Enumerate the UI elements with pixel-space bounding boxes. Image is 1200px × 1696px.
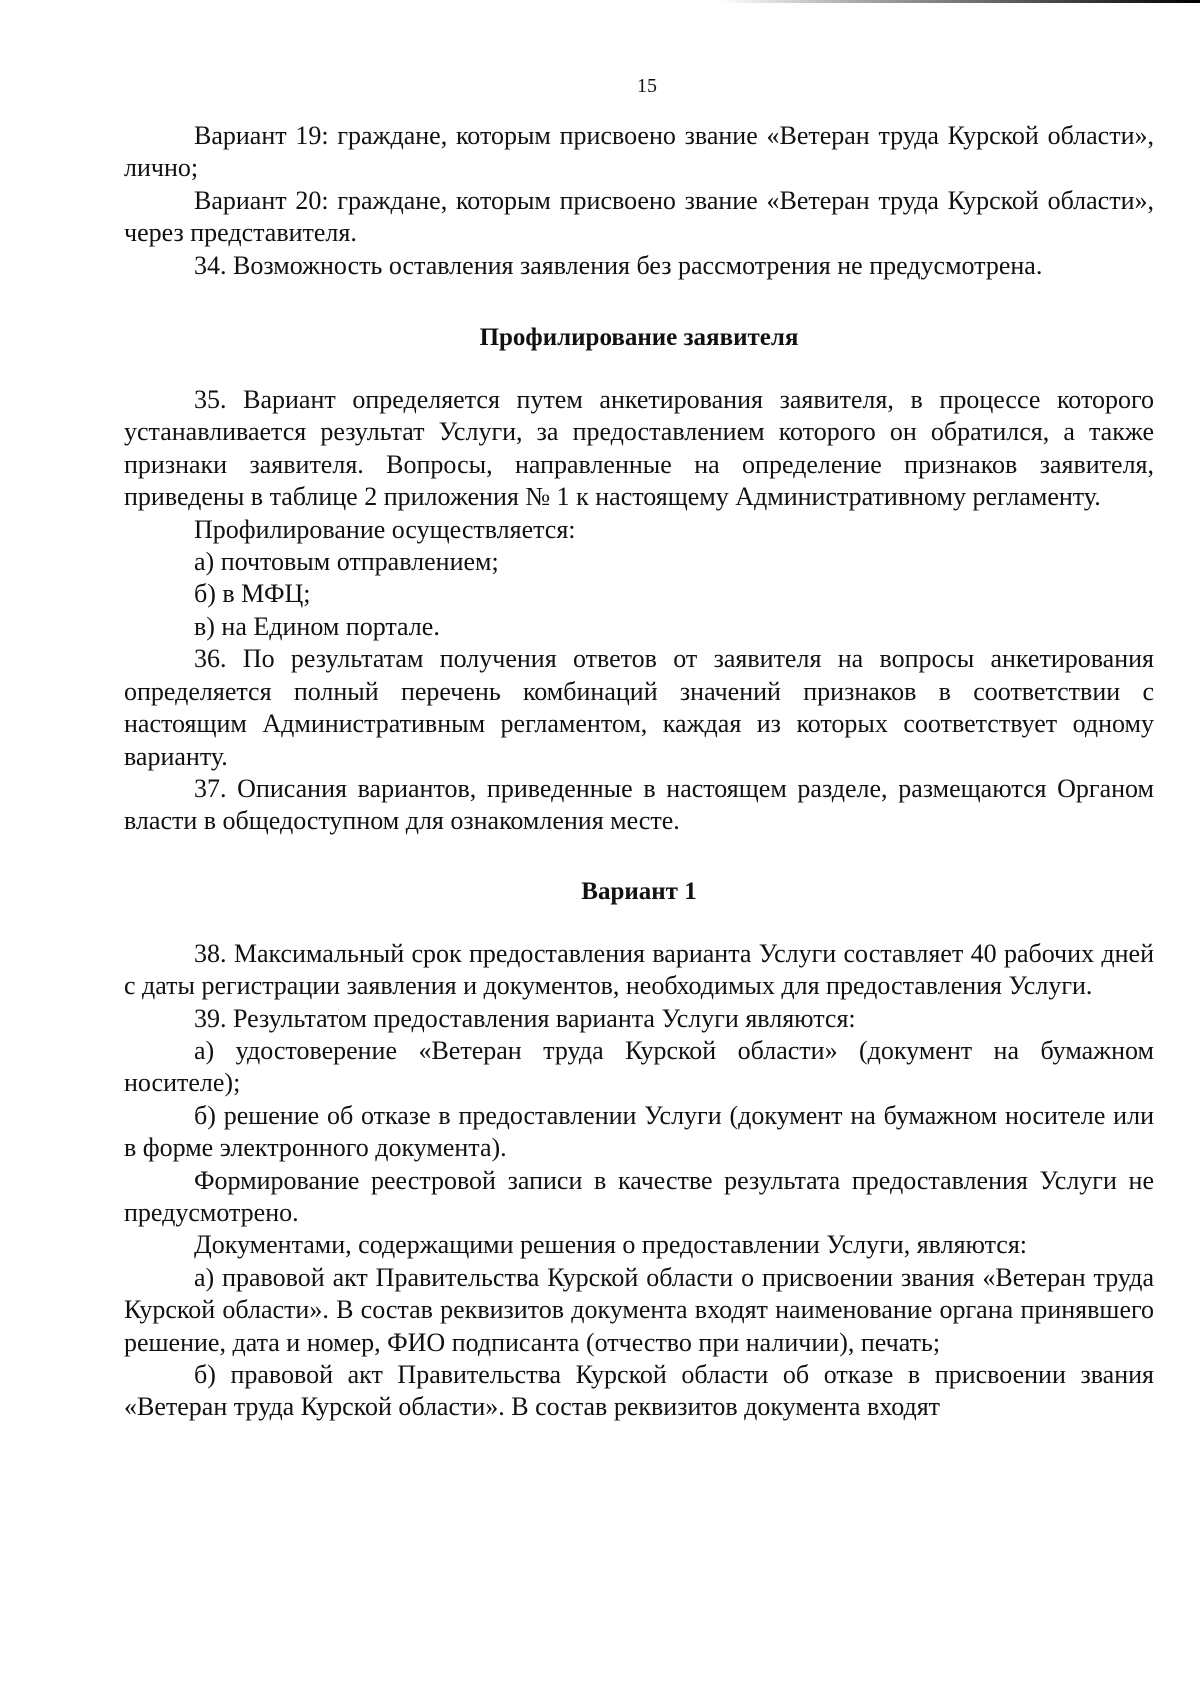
section-heading-variant-1: Вариант 1 <box>581 877 697 905</box>
result-item-a: а) удостоверение «Ветеран труда Курской области» (документ на бумажном носителе); <box>124 1035 1154 1098</box>
result-item-b: б) решение об отказе в предоставлении Услуги (документ на бумажном носителе или в форме электронного документа). <box>124 1100 1154 1163</box>
paragraph-variant-20: Вариант 20: граждане, которым присвоено звание «Ветеран труда Курской области», через представителя. <box>124 185 1154 248</box>
scan-edge-line <box>720 0 1200 3</box>
decision-item-a: а) правовой акт Правительства Курской области о присвоении звания «Ветеран труда Курской области». В состав реквизитов документа входят наименование органа принявшего решение, дата и номер, ФИО подписанта (отчество при наличии), печать; <box>124 1262 1154 1357</box>
paragraph-38: 38. Максимальный срок предоставления варианта Услуги составляет 40 рабочих дней с даты регистрации заявления и документов, необходимых для предоставления Услуги. <box>124 938 1154 1001</box>
paragraph-profiling-intro: Профилирование осуществляется: <box>194 514 576 544</box>
paragraph-37: 37. Описания вариантов, приведенные в настоящем разделе, размещаются Органом власти в общедоступном для ознакомления месте. <box>124 773 1154 836</box>
paragraph-35: 35. Вариант определяется путем анкетирования заявителя, в процессе которого устанавливается результат Услуги, за предоставлением которого он обратился, а также признаки заявителя. Вопросы, направленные на определение признаков заявителя, приведены в таблице 2 приложения № 1 к настоящему Административному регламенту. <box>124 385 1154 512</box>
list-item-a: а) почтовым отправлением; <box>194 547 499 577</box>
paragraph-36: 36. По результатам получения ответов от заявителя на вопросы анкетирования определяется полный перечень комбинаций значений признаков в соответствии с настоящим Административным регламентом, каждая из которых соответствует одному варианту. <box>124 644 1154 771</box>
list-item-v: в) на Едином портале. <box>194 611 440 641</box>
paragraph-34: 34. Возможность оставления заявления без рассмотрения не предусмотрена. <box>194 250 1043 280</box>
list-item-b: б) в МФЦ; <box>194 579 311 609</box>
paragraph-39: 39. Результатом предоставления варианта Услуги являются: <box>194 1003 856 1033</box>
paragraph-decision-documents: Документами, содержащими решения о предоставлении Услуги, являются: <box>194 1230 1028 1260</box>
paragraph-variant-19: Вариант 19: граждане, которым присвоено звание «Ветеран труда Курской области», лично; <box>124 121 1154 183</box>
page-number: 15 <box>637 75 657 97</box>
decision-item-b: б) правовой акт Правительства Курской области об отказе в присвоении звания «Ветеран труда Курской области». В состав реквизитов документа входят <box>124 1360 1154 1422</box>
section-heading-profiling: Профилирование заявителя <box>479 324 799 352</box>
paragraph-registry-record: Формирование реестровой записи в качестве результата предоставления Услуги не предусмотрено. <box>124 1165 1154 1227</box>
